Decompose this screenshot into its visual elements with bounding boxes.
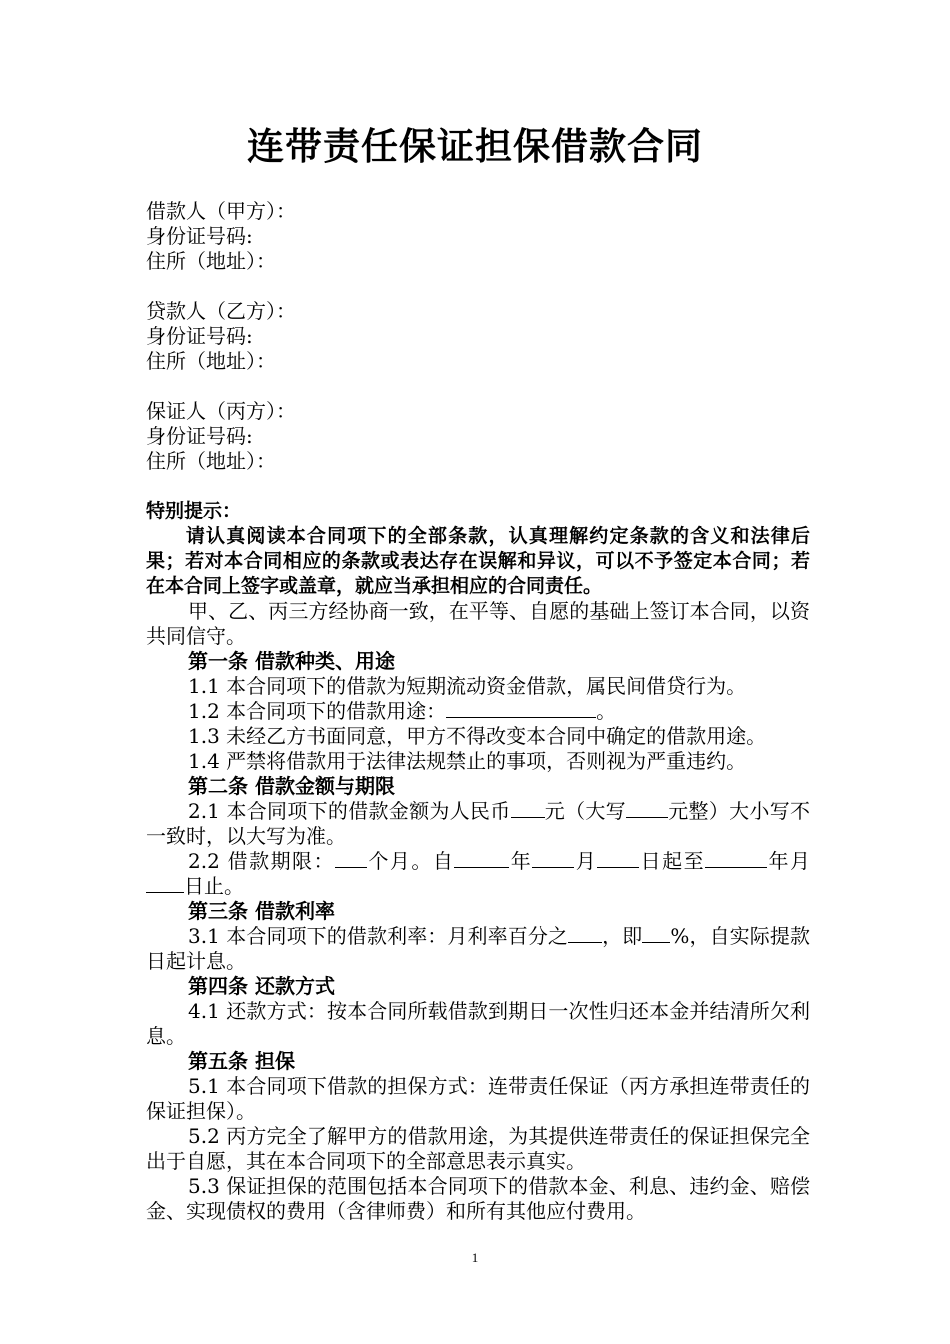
article-3-heading: 第三条 借款利率: [188, 899, 335, 923]
borrower-label: 借款人（甲方）：: [146, 199, 296, 223]
preamble: 甲、乙、丙三方经协商一致，在平等、自愿的基础上签订本合同，以资共同信守。: [146, 599, 810, 648]
contract-body: [146, 199, 810, 1224]
guarantor-address-label: 住所（地址）：: [146, 449, 276, 473]
clause-3-1: 3.1 本合同项下的借款利率：月利率百分之 ，即 %，自实际提款日起计息。: [146, 924, 810, 973]
article-1-heading: 第一条 借款种类、用途: [188, 649, 395, 673]
clause-2-2: 2.2 借款期限： 个月。自 年 月 日起至 年月日止。: [146, 849, 810, 899]
notice-text: 请认真阅读本合同项下的全部条款，认真理解约定条款的含义和法律后果；若对本合同相应的条款或表达存在误解和异议，可以不予签定本合同；若在本合同上签字或盖章，就应当承担相应的合同责任。: [146, 525, 810, 597]
lender-address-label: 住所（地址）：: [146, 349, 276, 373]
notice-heading: 特别提示：: [146, 500, 242, 522]
clause-2-1: 2.1 本合同项下的借款金额为人民币 元（大写 元整）大小写不一致时，以大写为准。: [146, 799, 810, 848]
clause-5-3: 5.3 保证担保的范围包括本合同项下的借款本金、利息、违约金、赔偿金、实现债权的费用（含律师费）和所有其他应付费用。: [146, 1174, 810, 1223]
clause-1-1: 1.1 本合同项下的借款为短期流动资金借款，属民间借贷行为。: [188, 674, 747, 698]
page-number: 1: [471, 1250, 479, 1265]
clause-5-2: 5.2 丙方完全了解甲方的借款用途，为其提供连带责任的保证担保完全出于自愿，其在本合同项下的全部意思表示真实。: [146, 1124, 810, 1173]
article-5-heading: 第五条 担保: [188, 1049, 295, 1073]
borrower-id-label: 身份证号码:: [146, 224, 253, 248]
article-2-heading: 第二条 借款金额与期限: [188, 774, 395, 798]
clause-4-1: 4.1 还款方式：按本合同所载借款到期日一次性归还本金并结清所欠利息。: [146, 999, 810, 1048]
lender-id-label: 身份证号码:: [146, 324, 253, 348]
article-4-heading: 第四条 还款方式: [188, 974, 335, 998]
clause-1-2: 1.2 本合同项下的借款用途： 。: [188, 699, 617, 723]
lender-label: 贷款人（乙方）：: [146, 299, 296, 323]
contract-title: 连带责任保证担保借款合同: [247, 125, 703, 168]
guarantor-id-label: 身份证号码:: [146, 424, 253, 448]
guarantor-label: 保证人（丙方）：: [146, 399, 296, 423]
clause-1-4: 1.4 严禁将借款用于法律法规禁止的事项，否则视为严重违约。: [188, 749, 747, 773]
clause-1-3: 1.3 未经乙方书面同意，甲方不得改变本合同中确定的借款用途。: [188, 724, 767, 748]
borrower-address-label: 住所（地址）：: [146, 249, 276, 273]
clause-5-1: 5.1 本合同项下借款的担保方式：连带责任保证（丙方承担连带责任的保证担保）。: [146, 1074, 810, 1123]
